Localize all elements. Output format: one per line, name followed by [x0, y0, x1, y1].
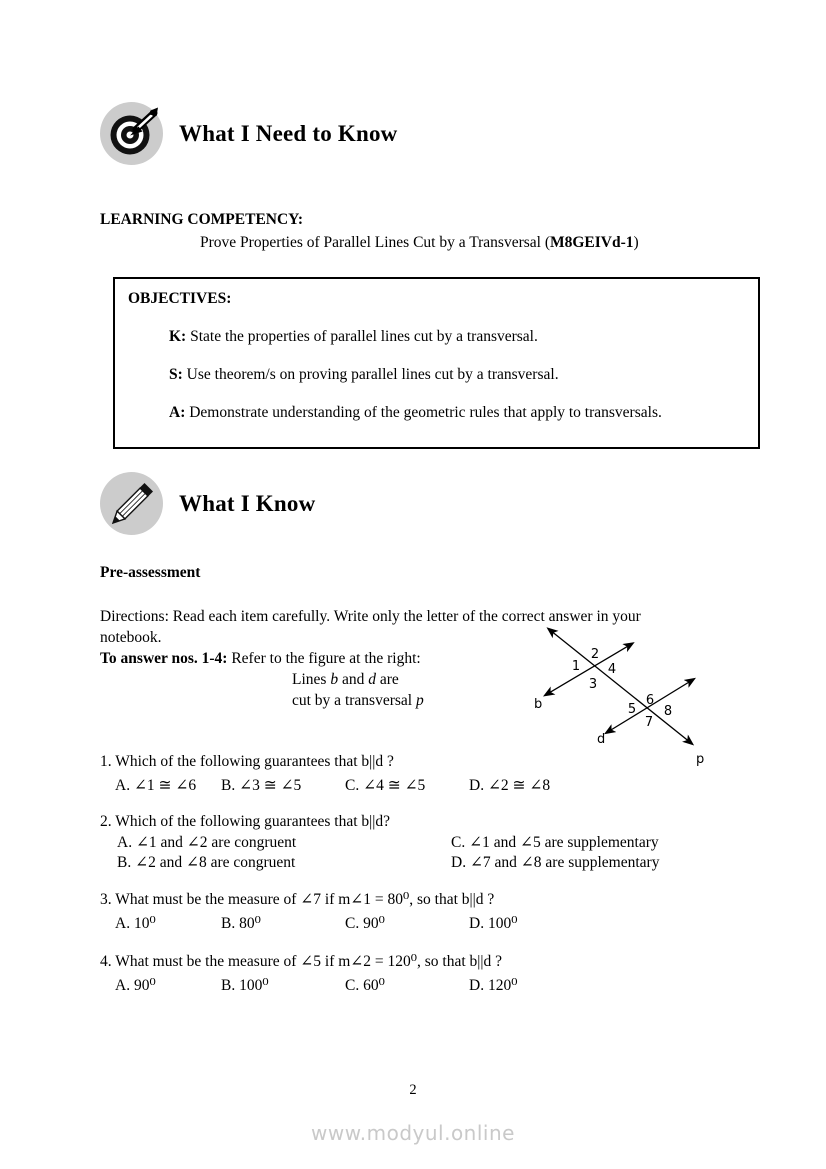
directions-line1: Directions: Read each item carefully. Write only the letter of the correct answer in your: [100, 608, 641, 625]
label-line-d: d: [597, 732, 606, 747]
objective-text: Demonstrate understanding of the geometric rules that apply to transversals.: [185, 404, 662, 421]
question-3-options: [100, 913, 750, 935]
angle-label-1: 1: [571, 659, 581, 674]
option-3c: C. 90⁰: [345, 915, 385, 932]
learning-competency-text: [200, 232, 639, 253]
question-2-options-row2: [100, 852, 760, 872]
transversal-p-line: [548, 629, 692, 744]
option-1b: B. ∠3 ≅ ∠5: [221, 777, 302, 794]
objective-key: S:: [169, 366, 183, 383]
section-header-what-i-need-to-know: [100, 102, 397, 165]
objective-text: State the properties of parallel lines cut by a transversal.: [186, 328, 538, 345]
option-3d: D. 100⁰: [469, 915, 518, 932]
competency-text: Prove Properties of Parallel Lines Cut by a Transversal (: [200, 234, 550, 251]
option-4d: D. 120⁰: [469, 977, 518, 994]
target-icon: [100, 102, 163, 165]
option-4a: A. 90⁰: [115, 977, 156, 994]
objective-key: K:: [169, 328, 187, 345]
objective-text: Use theorem/s on proving parallel lines cut by a transversal.: [182, 366, 559, 383]
objective-item-a: [169, 404, 758, 422]
refer-bold: To answer nos. 1-4:: [100, 650, 228, 667]
angle-label-5: 5: [627, 702, 637, 717]
line-b-ref: b: [330, 671, 339, 688]
question-4-text: 4. What must be the measure of ∠5 if m∠2 = 120⁰, so that b||d ?: [100, 953, 502, 970]
question-2-options: [100, 832, 760, 872]
objectives-box: [113, 277, 760, 449]
question-1: [100, 751, 750, 797]
objectives-heading: OBJECTIVES:: [128, 290, 232, 307]
angle-label-7: 7: [644, 715, 654, 730]
pencil-icon: [100, 472, 163, 535]
caption-text: Lines: [292, 671, 331, 688]
label-line-b: b: [534, 697, 543, 712]
learning-competency-heading: LEARNING COMPETENCY:: [100, 211, 304, 228]
directions-line2: notebook.: [100, 629, 162, 646]
objective-item-k: [169, 328, 758, 346]
line-d-ref: d: [368, 671, 376, 688]
question-3: [100, 889, 750, 935]
angle-label-6: 6: [645, 693, 655, 708]
question-2: [100, 811, 760, 872]
competency-code: M8GEIVd-1: [549, 234, 634, 251]
question-3-text: 3. What must be the measure of ∠7 if m∠1 = 80⁰, so that b||d ?: [100, 891, 495, 908]
objective-item-s: [169, 366, 758, 384]
learning-competency: [100, 209, 639, 253]
option-1d: D. ∠2 ≅ ∠8: [469, 777, 551, 794]
option-2a: A. ∠1 and ∠2 are congruent: [117, 834, 297, 851]
option-4b: B. 100⁰: [221, 977, 269, 994]
watermark: www.modyul.online: [311, 1121, 515, 1145]
option-1a: A. ∠1 ≅ ∠6: [115, 777, 197, 794]
angle-label-4: 4: [607, 662, 617, 677]
question-2-options-row1: [100, 832, 760, 852]
question-2-text: 2. Which of the following guarantees that b||d?: [100, 813, 391, 830]
competency-close-paren: ): [633, 234, 639, 251]
page-number: 2: [409, 1082, 417, 1098]
angle-label-8: 8: [663, 704, 673, 719]
objective-key: A:: [169, 404, 186, 421]
question-1-options: [100, 775, 750, 797]
section-title: What I Know: [179, 490, 316, 516]
label-line-p: p: [696, 752, 705, 767]
option-3a: A. 10⁰: [115, 915, 156, 932]
option-2b: B. ∠2 and ∠8 are congruent: [117, 854, 296, 871]
option-2c: C. ∠1 and ∠5 are supplementary: [451, 834, 659, 851]
preassessment-heading: Pre-assessment: [100, 564, 201, 581]
parallel-lines-figure: [528, 616, 728, 773]
question-1-text: 1. Which of the following guarantees that b||d ?: [100, 753, 394, 770]
line-p-ref: p: [415, 692, 424, 709]
angle-label-3: 3: [588, 677, 598, 692]
question-4: [100, 951, 750, 997]
figure-diagram: [528, 616, 728, 768]
section-header-what-i-know: [100, 472, 315, 535]
page-title: What I Need to Know: [179, 120, 398, 146]
caption-text: cut by a transversal: [292, 692, 416, 709]
option-2d: D. ∠7 and ∠8 are supplementary: [451, 854, 660, 871]
option-1c: C. ∠4 ≅ ∠5: [345, 777, 426, 794]
caption-text: and: [338, 671, 369, 688]
angle-label-2: 2: [590, 647, 600, 662]
option-4c: C. 60⁰: [345, 977, 385, 994]
question-4-options: [100, 975, 750, 997]
refer-rest: Refer to the figure at the right:: [227, 650, 421, 667]
caption-text: are: [375, 671, 399, 688]
option-3b: B. 80⁰: [221, 915, 261, 932]
